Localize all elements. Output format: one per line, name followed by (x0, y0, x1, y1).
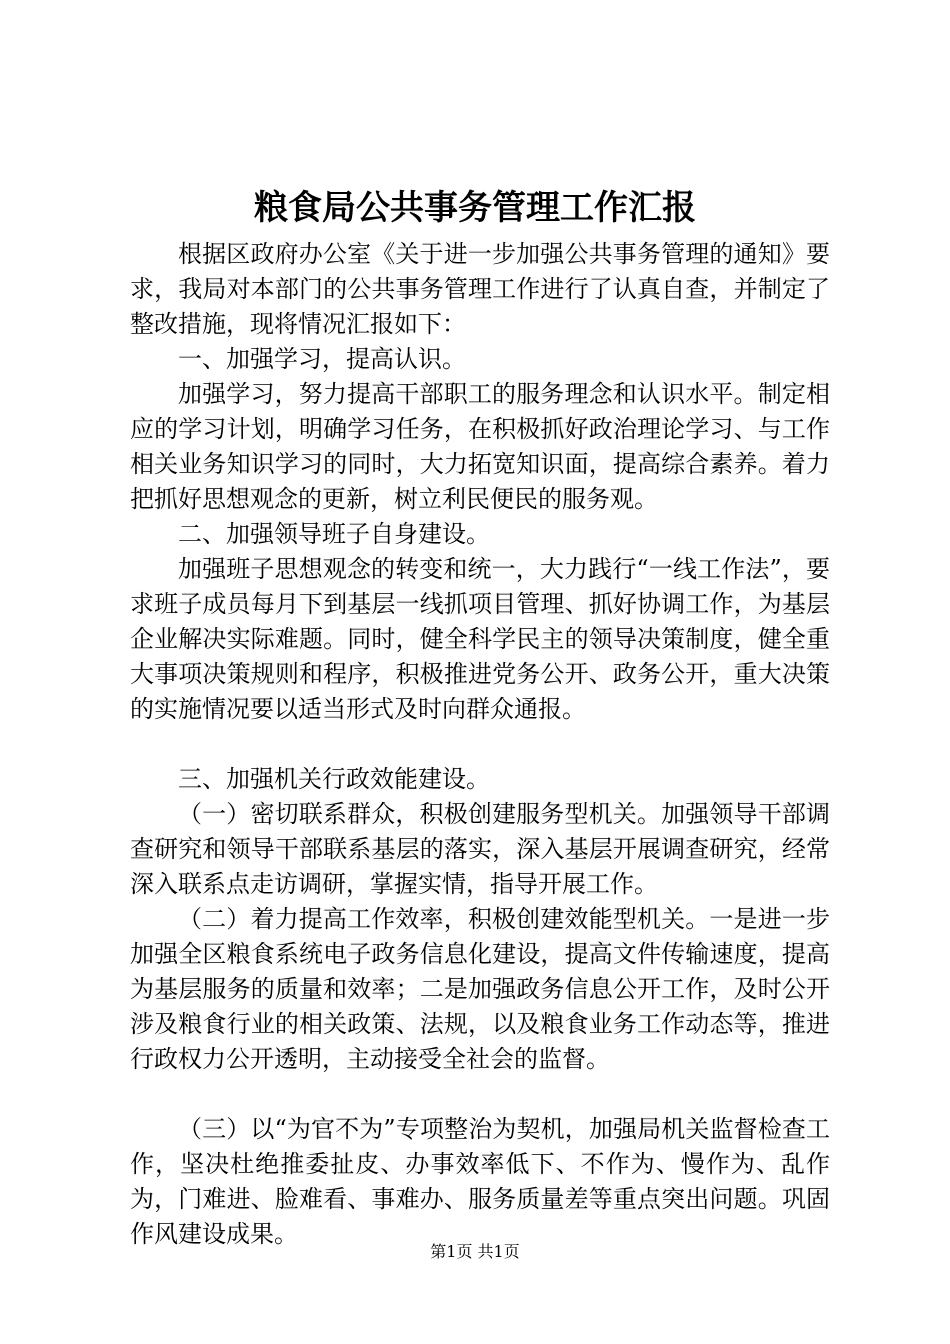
section-1-paragraph: 加强学习，努力提高干部职工的服务理念和认识水平。制定相应的学习计划，明确学习任务，在积极抓好政治理论学习、与工作相关业务知识学习的同时，大力拓宽知识面，提高综合素养。着力把抓好思想观念的更新，树立利民便民的服务观。 (130, 380, 830, 513)
paragraph-spacer (130, 727, 830, 762)
section-2-paragraph: 加强班子思想观念的转变和统一，大力践行“一线工作法”，要求班子成员每月下到基层一线抓项目管理、抓好协调工作，为基层企业解决实际难题。同时，健全科学民主的领导决策制度，健全重大事项决策规则和程序，积极推进党务公开、政务公开，重大决策的实施情况要以适当形式及时向群众通报。 (130, 555, 830, 723)
paragraph-spacer (130, 1077, 830, 1112)
document-title: 粮食局公共事务管理工作汇报 (254, 188, 696, 228)
section-3-heading: 三、加强机关行政效能建设。 (178, 765, 490, 793)
section-2-heading: 二、加强领导班子自身建设。 (178, 520, 490, 548)
section-3-item-2: （二）着力提高工作效率，积极创建效能型机关。一是进一步加强全区粮食系统电子政务信息化建设，提高文件传输速度，提高为基层服务的质量和效率；二是加强政务信息公开工作，及时公开涉及粮食行业的相关政策、法规，以及粮食业务工作动态等，推进行政权力公开透明，主动接受全社会的监督。 (130, 905, 830, 1073)
document-body (130, 237, 830, 1252)
page-footer: 第1页 共1页 (430, 1242, 520, 1261)
section-1-heading: 一、加强学习，提高认识。 (178, 345, 466, 373)
section-3-item-3: （三）以“为官不为”专项整治为契机，加强局机关监督检查工作，坚决杜绝推委扯皮、办事效率低下、不作为、慢作为、乱作为，门难进、脸难看、事难办、服务质量差等重点突出问题。巩固作风建设成果。 (130, 1115, 830, 1248)
section-3-item-1: （一）密切联系群众，积极创建服务型机关。加强领导干部调查研究和领导干部联系基层的落实，深入基层开展调查研究，经常深入联系点走访调研，掌握实情，指导开展工作。 (130, 800, 830, 898)
intro-paragraph: 根据区政府办公室《关于进一步加强公共事务管理的通知》要求，我局对本部门的公共事务管理工作进行了认真自查，并制定了整改措施，现将情况汇报如下： (130, 240, 830, 338)
